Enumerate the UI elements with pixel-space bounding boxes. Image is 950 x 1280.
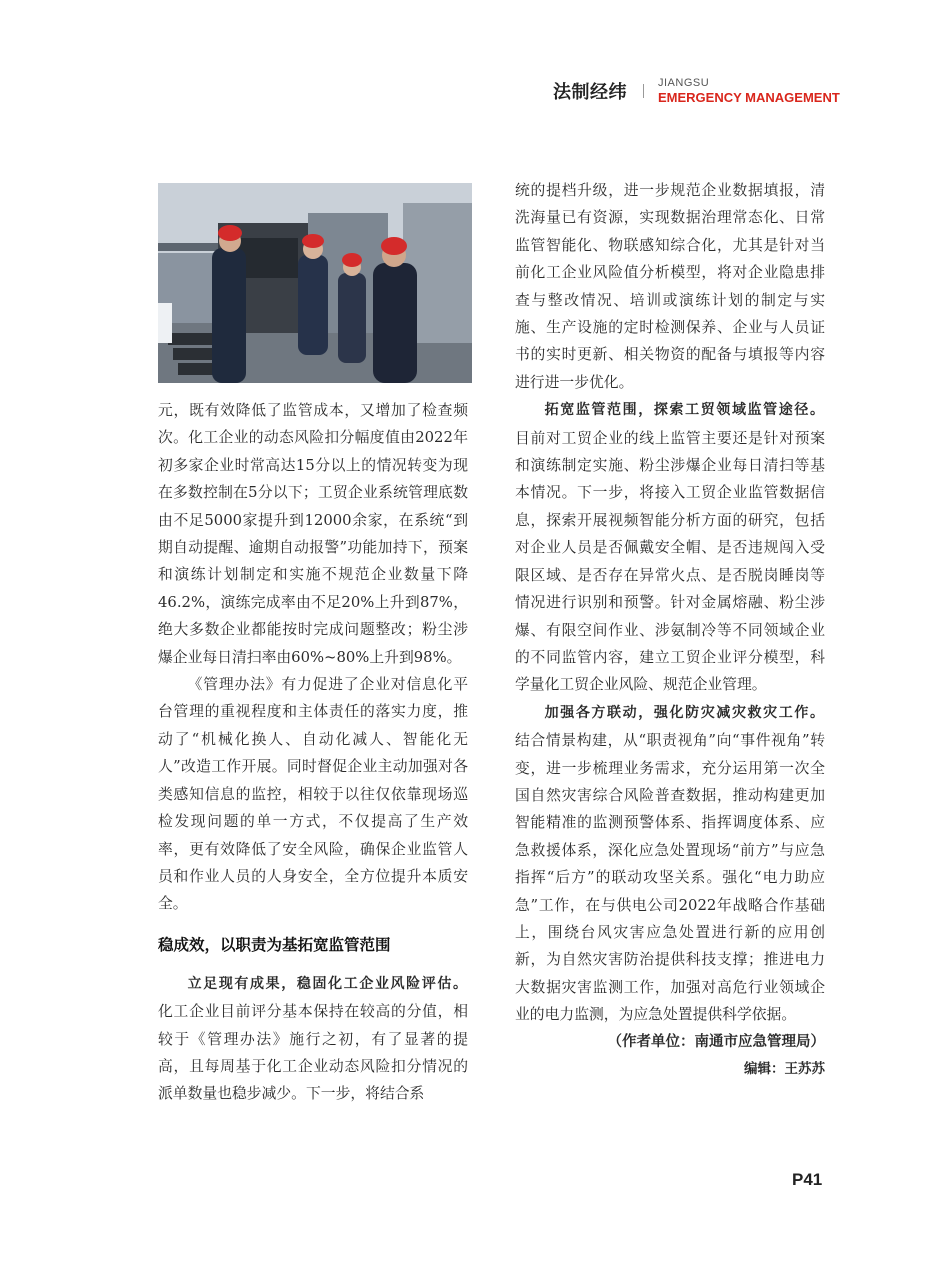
page-header <box>553 78 840 104</box>
body-paragraph: 统的提档升级，进一步规范企业数据填报，清洗海量已有资源，实现数据治理常态化、日常监管智能化、物联感知综合化，尤其是针对当前化工企业风险值分析模型，将对企业隐患排查与整改情况、培训或演练计划的制定与实施、生产设施的定时检测保养、企业与人员证书的实时更新、相关物资的配备与填报等内容进行进一步优化。 <box>515 182 825 391</box>
body-paragraph: 《管理办法》有力促进了企业对信息化平台管理的重视程度和主体责任的落实力度，推动了“机械化换人、自动化减人、智能化无人”改造工作开展。同时督促企业主动加强对各类感知信息的监控，相较于以往仅依靠现场巡检发现问题的单一方式，不仅提高了生产效率，更有效降低了安全风险，确保企业监管人员和作业人员的人身安全，全方位提升本质安全。 <box>158 676 468 913</box>
paragraph-lead: 加强各方联动，强化防灾减灾救灾工作。 <box>544 704 825 721</box>
magazine-logo <box>658 78 840 104</box>
editor-credit: 编辑：王苏苏 <box>744 1061 825 1077</box>
page-number: P41 <box>792 1170 823 1189</box>
magazine-name-line2: EMERGENCY MANAGEMENT <box>658 90 840 105</box>
section-heading: 稳成效，以职责为基拓宽监管范围 <box>158 936 391 954</box>
magazine-name-line1: JIANGSU <box>658 77 710 89</box>
paragraph-lead: 拓宽监管范围，探索工贸领域监管途径。 <box>544 402 825 419</box>
paragraph-text: 目前对工贸企业的线上监管主要还是针对预案和演练制定实施、粉尘涉爆企业每日清扫等基本情况。下一步，将接入工贸企业监管数据信息，探索开展视频智能分析方面的研究，包括对企业人员是否佩戴安全帽、是否违规闯入受限区域、是否存在异常火点、是否脱岗睡岗等情况进行识别和预警。针对金属熔融、粉尘涉爆、有限空间作业、涉氨制冷等不同领域企业的不同监管内容，建立工贸企业评分模型，科学量化工贸企业风险、规范企业管理。 <box>515 429 825 694</box>
author-affiliation: （作者单位：南通市应急管理局） <box>607 1033 825 1050</box>
paragraph-text: 化工企业目前评分基本保持在较高的分值，相较于《管理办法》施行之初，有了显著的提高，且每周基于化工企业动态风险扣分情况的派单数量也稳步减少。下一步，将结合系 <box>158 1003 468 1103</box>
paragraph-lead: 立足现有成果，稳固化工企业风险评估。 <box>187 975 468 992</box>
section-title: 法制经纬 <box>553 82 627 103</box>
header-divider <box>643 84 644 98</box>
paragraph-text: 结合情景构建，从“职责视角”向“事件视角”转变，进一步梳理业务需求，充分运用第一次全国自然灾害综合风险普查数据，推动构建更加智能精准的监测预警体系、指挥调度体系、应急救援体系，深化应急处置现场“前方”与应急指挥“后方”的联动攻坚关系。强化“电力助应急”工作，在与供电公司2022年战略合作基础上，围绕台风灾害应急处置进行新的应用创新，为自然灾害防治提供科技支撑；推进电力大数据灾害监测工作，加强对高危行业领域企业的电力监测，为应急处置提供科学依据。 <box>515 732 825 1024</box>
right-column <box>515 177 825 1083</box>
article-photo <box>158 183 472 383</box>
body-paragraph <box>515 699 825 1029</box>
body-paragraph <box>515 396 825 698</box>
left-column <box>158 397 468 1108</box>
inspection-photo-illustration <box>158 183 472 383</box>
body-paragraph: 元，既有效降低了监管成本，又增加了检查频次。化工企业的动态风险扣分幅度值由2022年初多家企业时常高达15分以上的情况转变为现在多数控制在5分以下；工贸企业系统管理底数由不足5000家提升到12000余家，在系统“到期自动提醒、逾期自动报警”功能加持下，预案和演练计划制定和实施不规范企业数量下降46.2%，演练完成率由不足20%上升到87%，绝大多数企业都能按时完成问题整改；粉尘涉爆企业每日清扫率由60%~80%上升到98%。 <box>158 402 468 666</box>
body-paragraph <box>158 970 468 1108</box>
